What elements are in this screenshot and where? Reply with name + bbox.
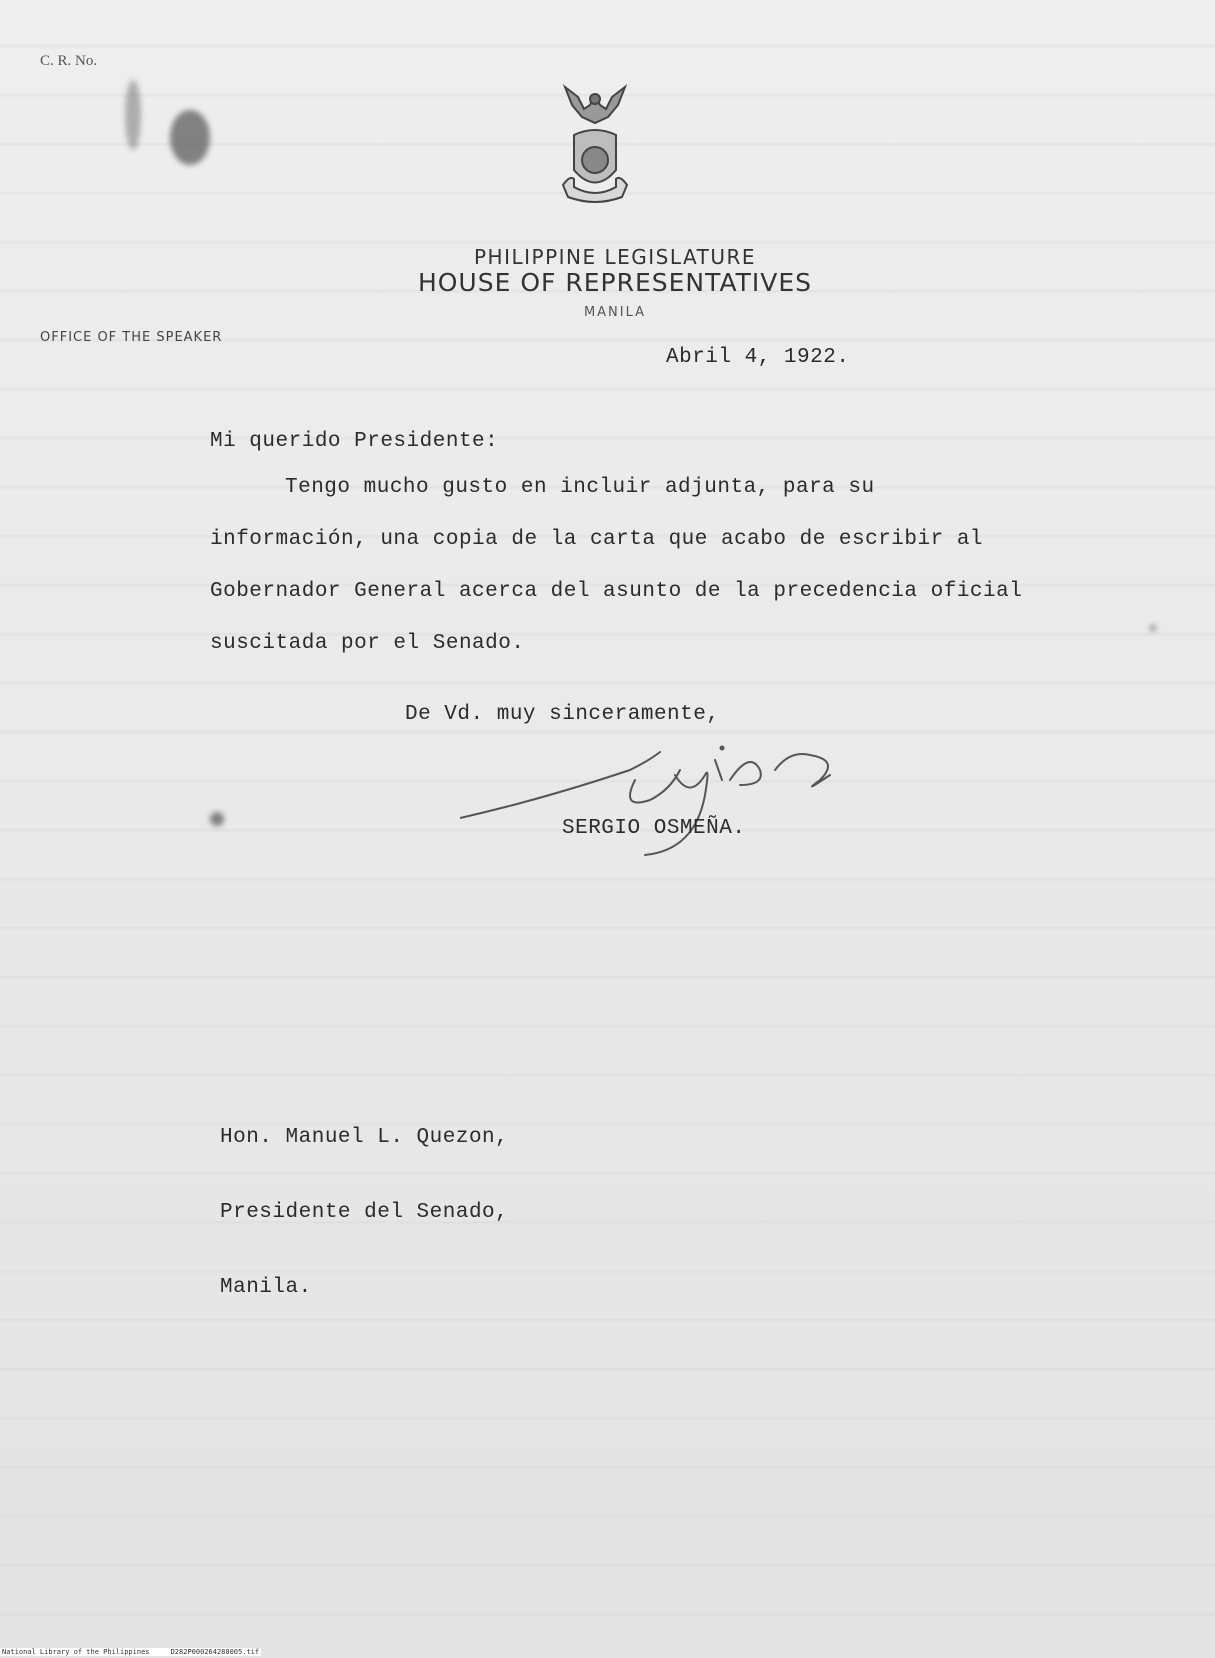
handwritten-signature — [460, 740, 880, 865]
office-label: OFFICE OF THE SPEAKER — [40, 330, 223, 345]
salutation: Mi querido Presidente: — [210, 430, 499, 453]
city-heading: MANILA — [583, 305, 647, 320]
footer-file: D282P000264288005.tif — [170, 1648, 260, 1656]
footer-source: National Library of the Philippines — [2, 1648, 150, 1656]
closing-line: De Vd. muy sinceramente, — [405, 703, 720, 726]
archive-footer — [0, 1648, 261, 1656]
recipient-address — [220, 1075, 508, 1350]
ink-smudge — [170, 110, 210, 165]
legislature-heading: PHILIPPINE LEGISLATURE — [473, 245, 756, 269]
letter-date: Abril 4, 1922. — [666, 346, 850, 369]
ink-spot — [210, 812, 224, 826]
recipient-line: Presidente del Senado, — [220, 1201, 509, 1224]
ink-spot — [1150, 625, 1156, 631]
house-heading: HOUSE OF REPRESENTATIVES — [417, 268, 813, 297]
letter-body — [210, 462, 1040, 670]
signer-name: SERGIO OSMEÑA. — [562, 817, 746, 840]
recipient-line: Hon. Manuel L. Quezon, — [220, 1126, 509, 1149]
file-number-label: C. R. No. — [40, 53, 98, 69]
recipient-line: Manila. — [220, 1276, 312, 1299]
ink-smudge — [125, 80, 141, 150]
body-paragraph: Tengo mucho gusto en incluir adjunta, para su información, una copia de la carta que acabo de escribir al Gobernador General acerca del asunto de la precedencia oficial suscitada por el Senado. — [210, 476, 1023, 655]
eagle-seal-icon — [560, 75, 630, 230]
